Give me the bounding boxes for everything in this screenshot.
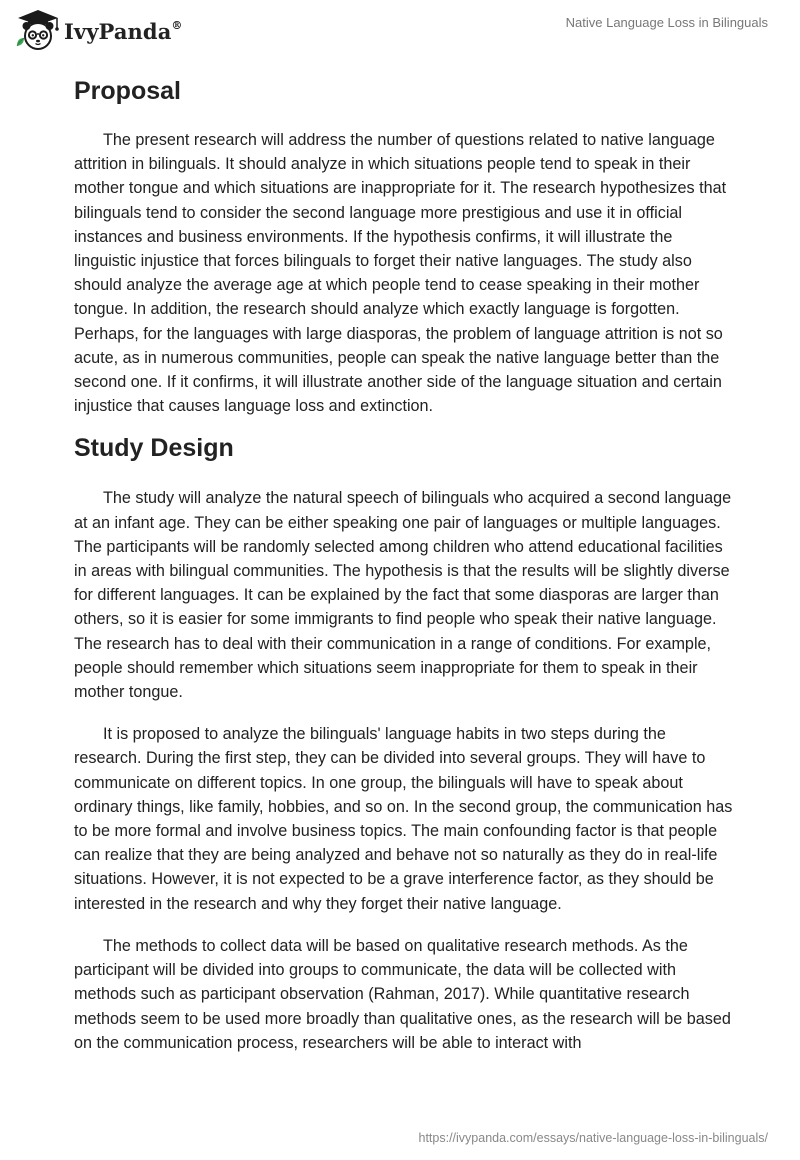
document-title: Native Language Loss in Bilinguals [565,15,768,30]
brand-name: IvyPanda® [64,18,183,44]
panda-graduate-icon [14,8,62,52]
proposal-paragraph: The present research will address the number of questions related to native language attrition in bilinguals. It should analyze in which situations people tend to speak in their mother tongue and which situations are inappropriate for it. The research hypothesizes that bilinguals tend to consider the second language more prestigious and use it in official instances and business environments. If the hypothesis confirms, it will illustrate the linguistic injustice that forces bilinguals to forget their native languages. The study also should analyze the average age at which people tend to cease speaking in their mother tongue. In addition, the research should analyze which exactly language is forgotten. Perhaps, for the languages with large diasporas, the problem of language attrition is not so acute, as in numerous communities, people can speak the native language better than the second one. If it confirms, it will illustrate another side of the language situation and certain injustice that causes language loss and extinction. [74,131,727,416]
ivypanda-logo[interactable] [14,8,183,52]
registered-mark: ® [171,18,183,32]
study-design-paragraph-1: The study will analyze the natural speech of bilinguals who acquired a second language at an infant age. They can be either speaking one pair of languages or multiple languages. The participants will be randomly selected among children who attend educational facilities in areas with bilingual communities. The hypothesis is that the results will be slightly diverse for different languages. It can be explained by the fact that some diasporas are larger than others, so it is easier for some immigrants to find people who speak their native language. The research has to deal with their communication in a range of conditions. For example, people should remember which situations seem inappropriate for them to speak in their mother tongue. [74,489,732,702]
essay-content [74,70,734,1055]
study-design-paragraph-2: It is proposed to analyze the bilinguals' language habits in two steps during the research. During the first step, they can be divided into several groups. They will have to communicate on different topics. In one group, the bilinguals will have to speak about ordinary things, like family, hobbies, and so on. In the second group, the communication has to be more formal and involve business topics. The main confounding factor is that people can realize that they are being analyzed and behave not so naturally as they do in real-life situations. However, it is not expected to be a grave interference factor, as they should be interested in the research and why they forget their native language. [74,725,733,913]
page-header [0,0,800,62]
source-url[interactable]: https://ivypanda.com/essays/native-language-loss-in-bilinguals/ [418,1131,768,1145]
section-heading-proposal: Proposal [74,77,181,105]
study-design-paragraph-3: The methods to collect data will be based on qualitative research methods. As the participant will be divided into groups to communicate, the data will be collected with methods such as participant observation (Rahman, 2017). While quantitative research methods seem to be used more broadly than qualitative ones, as the research will be based on the communication process, researchers will be able to interact with [74,936,731,1052]
section-heading-study-design: Study Design [74,434,234,463]
